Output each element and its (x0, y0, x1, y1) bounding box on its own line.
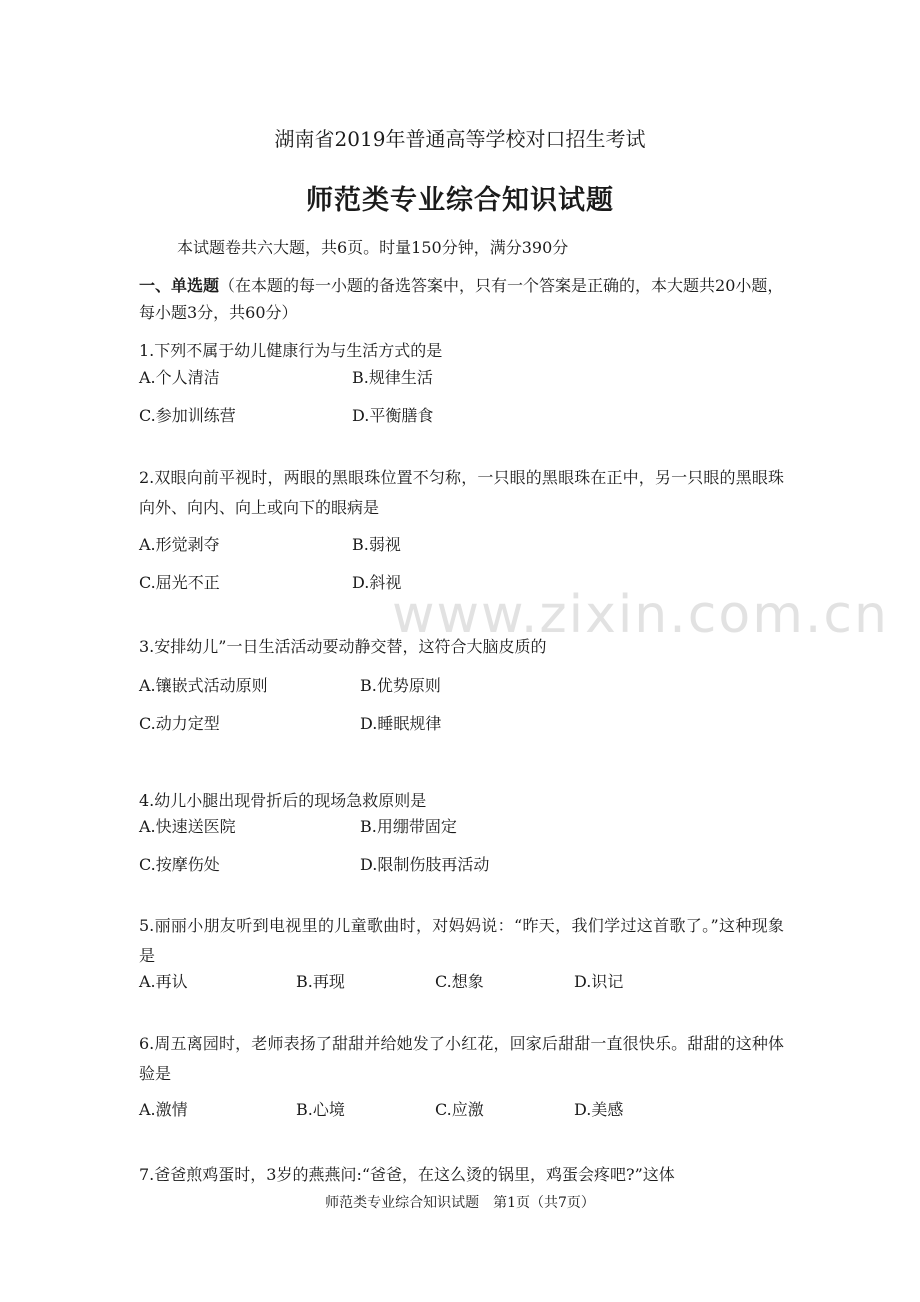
question-5-stem: 5.丽丽小朋友听到电视里的儿童歌曲时，对妈妈说：“昨天，我们学过这首歌了。”这种现象是 (139, 916, 784, 965)
section-title: 一、单选题 (139, 276, 220, 295)
question-2-option-d: D.斜视 (352, 573, 402, 592)
question-2-stem: 2.双眼向前平视时，两眼的黑眼珠位置不匀称，一只眼的黑眼珠在正中，另一只眼的黑眼珠向外、向内、向上或向下的眼病是 (139, 468, 784, 517)
question-1-stem: 1.下列不属于幼儿健康行为与生活方式的是 (139, 341, 443, 360)
page-footer: 师范类专业综合知识试题 第1页（共7页） (325, 1195, 595, 1211)
question-7-stem: 7.爸爸煎鸡蛋时，3岁的燕燕问:“爸爸，在这么烫的锅里，鸡蛋会疼吧?”这体 (139, 1165, 675, 1184)
question-4-option-c: C.按摩伤处 (139, 855, 220, 874)
question-6-option-c: C.应激 (435, 1100, 484, 1119)
exam-title: 湖南省2019年普通高等学校对口招生考试 (274, 127, 646, 151)
question-2-option-c: C.屈光不正 (139, 573, 220, 592)
watermark: www.zixin.com.cn (392, 585, 889, 645)
question-6-option-a: A.激情 (139, 1100, 188, 1119)
question-2-option-a: A.形觉剥夺 (139, 535, 220, 554)
question-3-option-c: C.动力定型 (139, 714, 220, 733)
question-4-option-b: B.用绷带固定 (360, 817, 457, 836)
question-6-option-b: B.心境 (296, 1100, 345, 1119)
question-5-option-d: D.识记 (574, 972, 624, 991)
question-4-option-d: D.限制伤肢再活动 (360, 855, 490, 874)
question-1-option-d: D.平衡膳食 (352, 406, 434, 425)
question-3-option-b: B.优势原则 (360, 676, 441, 695)
question-1-option-b: B.规律生活 (352, 368, 433, 387)
section-heading (139, 272, 784, 326)
question-5-option-a: A.再认 (139, 972, 188, 991)
exam-subtitle: 师范类专业综合知识试题 (306, 185, 614, 216)
question-1-option-c: C.参加训练营 (139, 406, 236, 425)
question-2-option-b: B.弱视 (352, 535, 401, 554)
question-3-stem: 3.安排幼儿”一日生活活动要动静交替，这符合大脑皮质的 (139, 637, 547, 656)
section-note: （在本题的每一小题的备选答案中，只有一个答案是正确的，本大题共20小题，每小题3分，共60分） (139, 276, 784, 322)
question-1-option-a: A.个人清洁 (139, 368, 220, 387)
exam-intro: 本试题卷共六大题，共6页。时量150分钟，满分390分 (177, 238, 569, 257)
question-4-stem: 4.幼儿小腿出现骨折后的现场急救原则是 (139, 791, 427, 810)
question-3-option-d: D.睡眠规律 (360, 714, 442, 733)
question-6-option-d: D.美感 (574, 1100, 624, 1119)
question-3-option-a: A.镶嵌式活动原则 (139, 676, 268, 695)
question-6-stem: 6.周五离园时，老师表扬了甜甜并给她发了小红花，回家后甜甜一直很快乐。甜甜的这种体验是 (139, 1034, 784, 1083)
question-4-option-a: A.快速送医院 (139, 817, 236, 836)
question-5-option-b: B.再现 (296, 972, 345, 991)
question-5-option-c: C.想象 (435, 972, 484, 991)
